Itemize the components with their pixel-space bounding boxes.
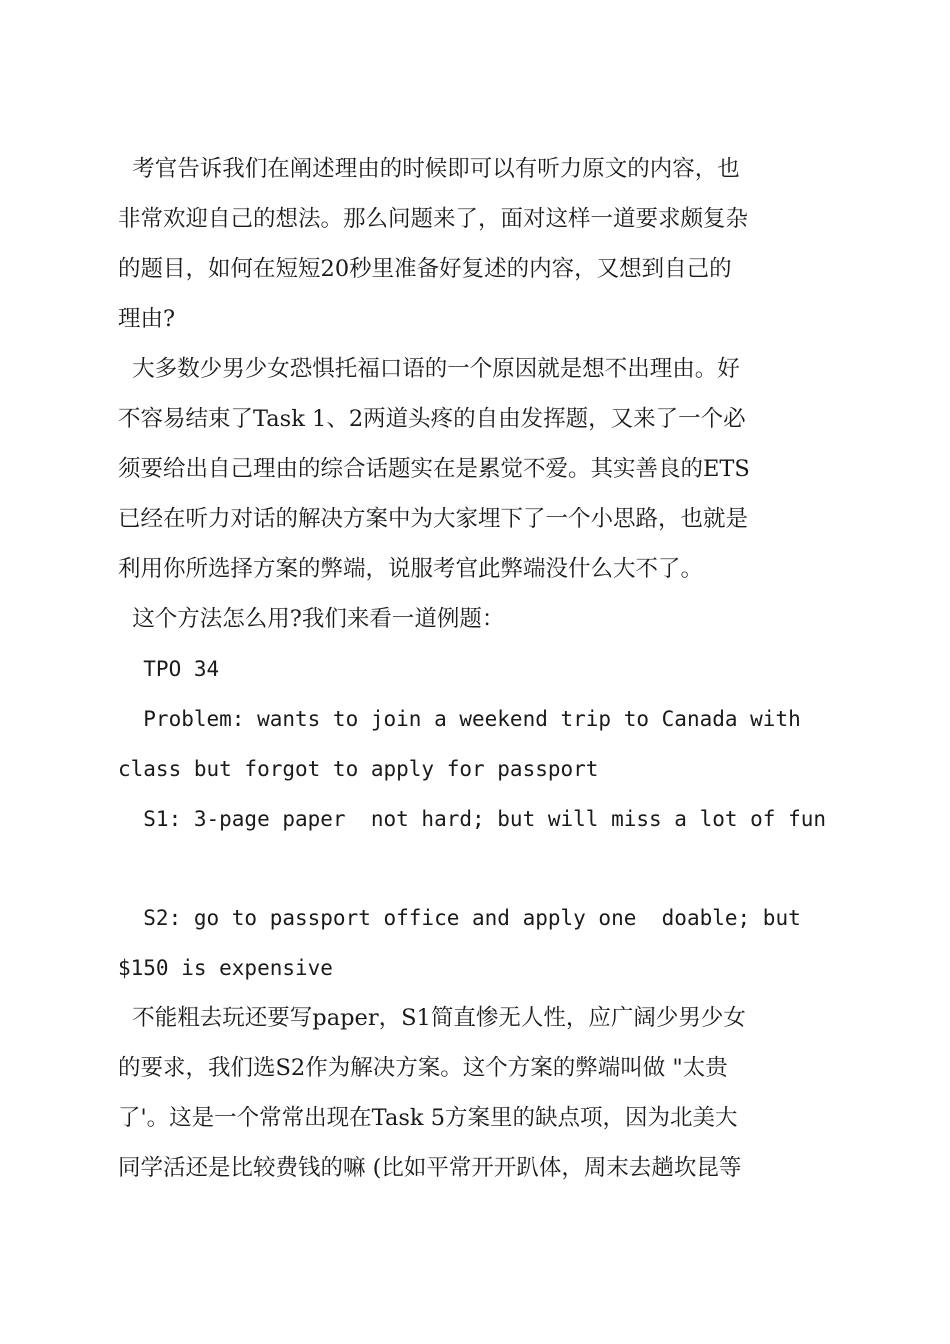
paragraph-line: 的要求，我们选S2作为解决方案。这个方案的弊端叫做 "太贵 <box>118 1055 728 1081</box>
paragraph-line: 不能粗去玩还要写paper，S1简直惨无人性，应广阔少男少女 <box>118 1005 746 1031</box>
paragraph-line: 须要给出自己理由的综合话题实在是累觉不爱。其实善良的ETS <box>118 456 750 482</box>
paragraph-line: 不容易结束了Task 1、2两道头疼的自由发挥题，又来了一个必 <box>118 406 746 432</box>
solution-two-line: S2: go to passport office and apply one doable; but <box>118 906 801 930</box>
paragraph-line: 了'。这是一个常常出现在Task 5方案里的缺点项，因为北美大 <box>118 1105 738 1131</box>
solution-two-line: $150 is expensive <box>118 956 333 980</box>
example-title: TPO 34 <box>118 657 220 681</box>
paragraph-line: 考官告诉我们在阐述理由的时候即可以有听力原文的内容，也 <box>118 156 740 182</box>
paragraph-line: 同学活还是比较费钱的嘛 (比如平常开开趴体，周末去趟坎昆等 <box>118 1155 742 1181</box>
problem-line: class but forgot to apply for passport <box>118 757 599 781</box>
paragraph-line: 利用你所选择方案的弊端，说服考官此弊端没什么大不了。 <box>118 556 704 582</box>
paragraph-line: 理由? <box>118 306 176 332</box>
paragraph-line: 的题目，如何在短短20秒里准备好复述的内容，又想到自己的 <box>118 256 732 282</box>
paragraph-line: 非常欢迎自己的想法。那么问题来了，面对这样一道要求颇复杂 <box>118 206 749 232</box>
problem-line: Problem: wants to join a weekend trip to Canada with <box>118 707 801 731</box>
paragraph-line: 已经在听力对话的解决方案中为大家埋下了一个小思路，也就是 <box>118 506 749 532</box>
paragraph-line: 这个方法怎么用?我们来看一道例题： <box>118 606 505 632</box>
solution-one-line: S1: 3-page paper not hard; but will miss a lot of fun <box>118 807 827 831</box>
paragraph-line: 大多数少男少女恐惧托福口语的一个原因就是想不出理由。好 <box>118 356 740 382</box>
